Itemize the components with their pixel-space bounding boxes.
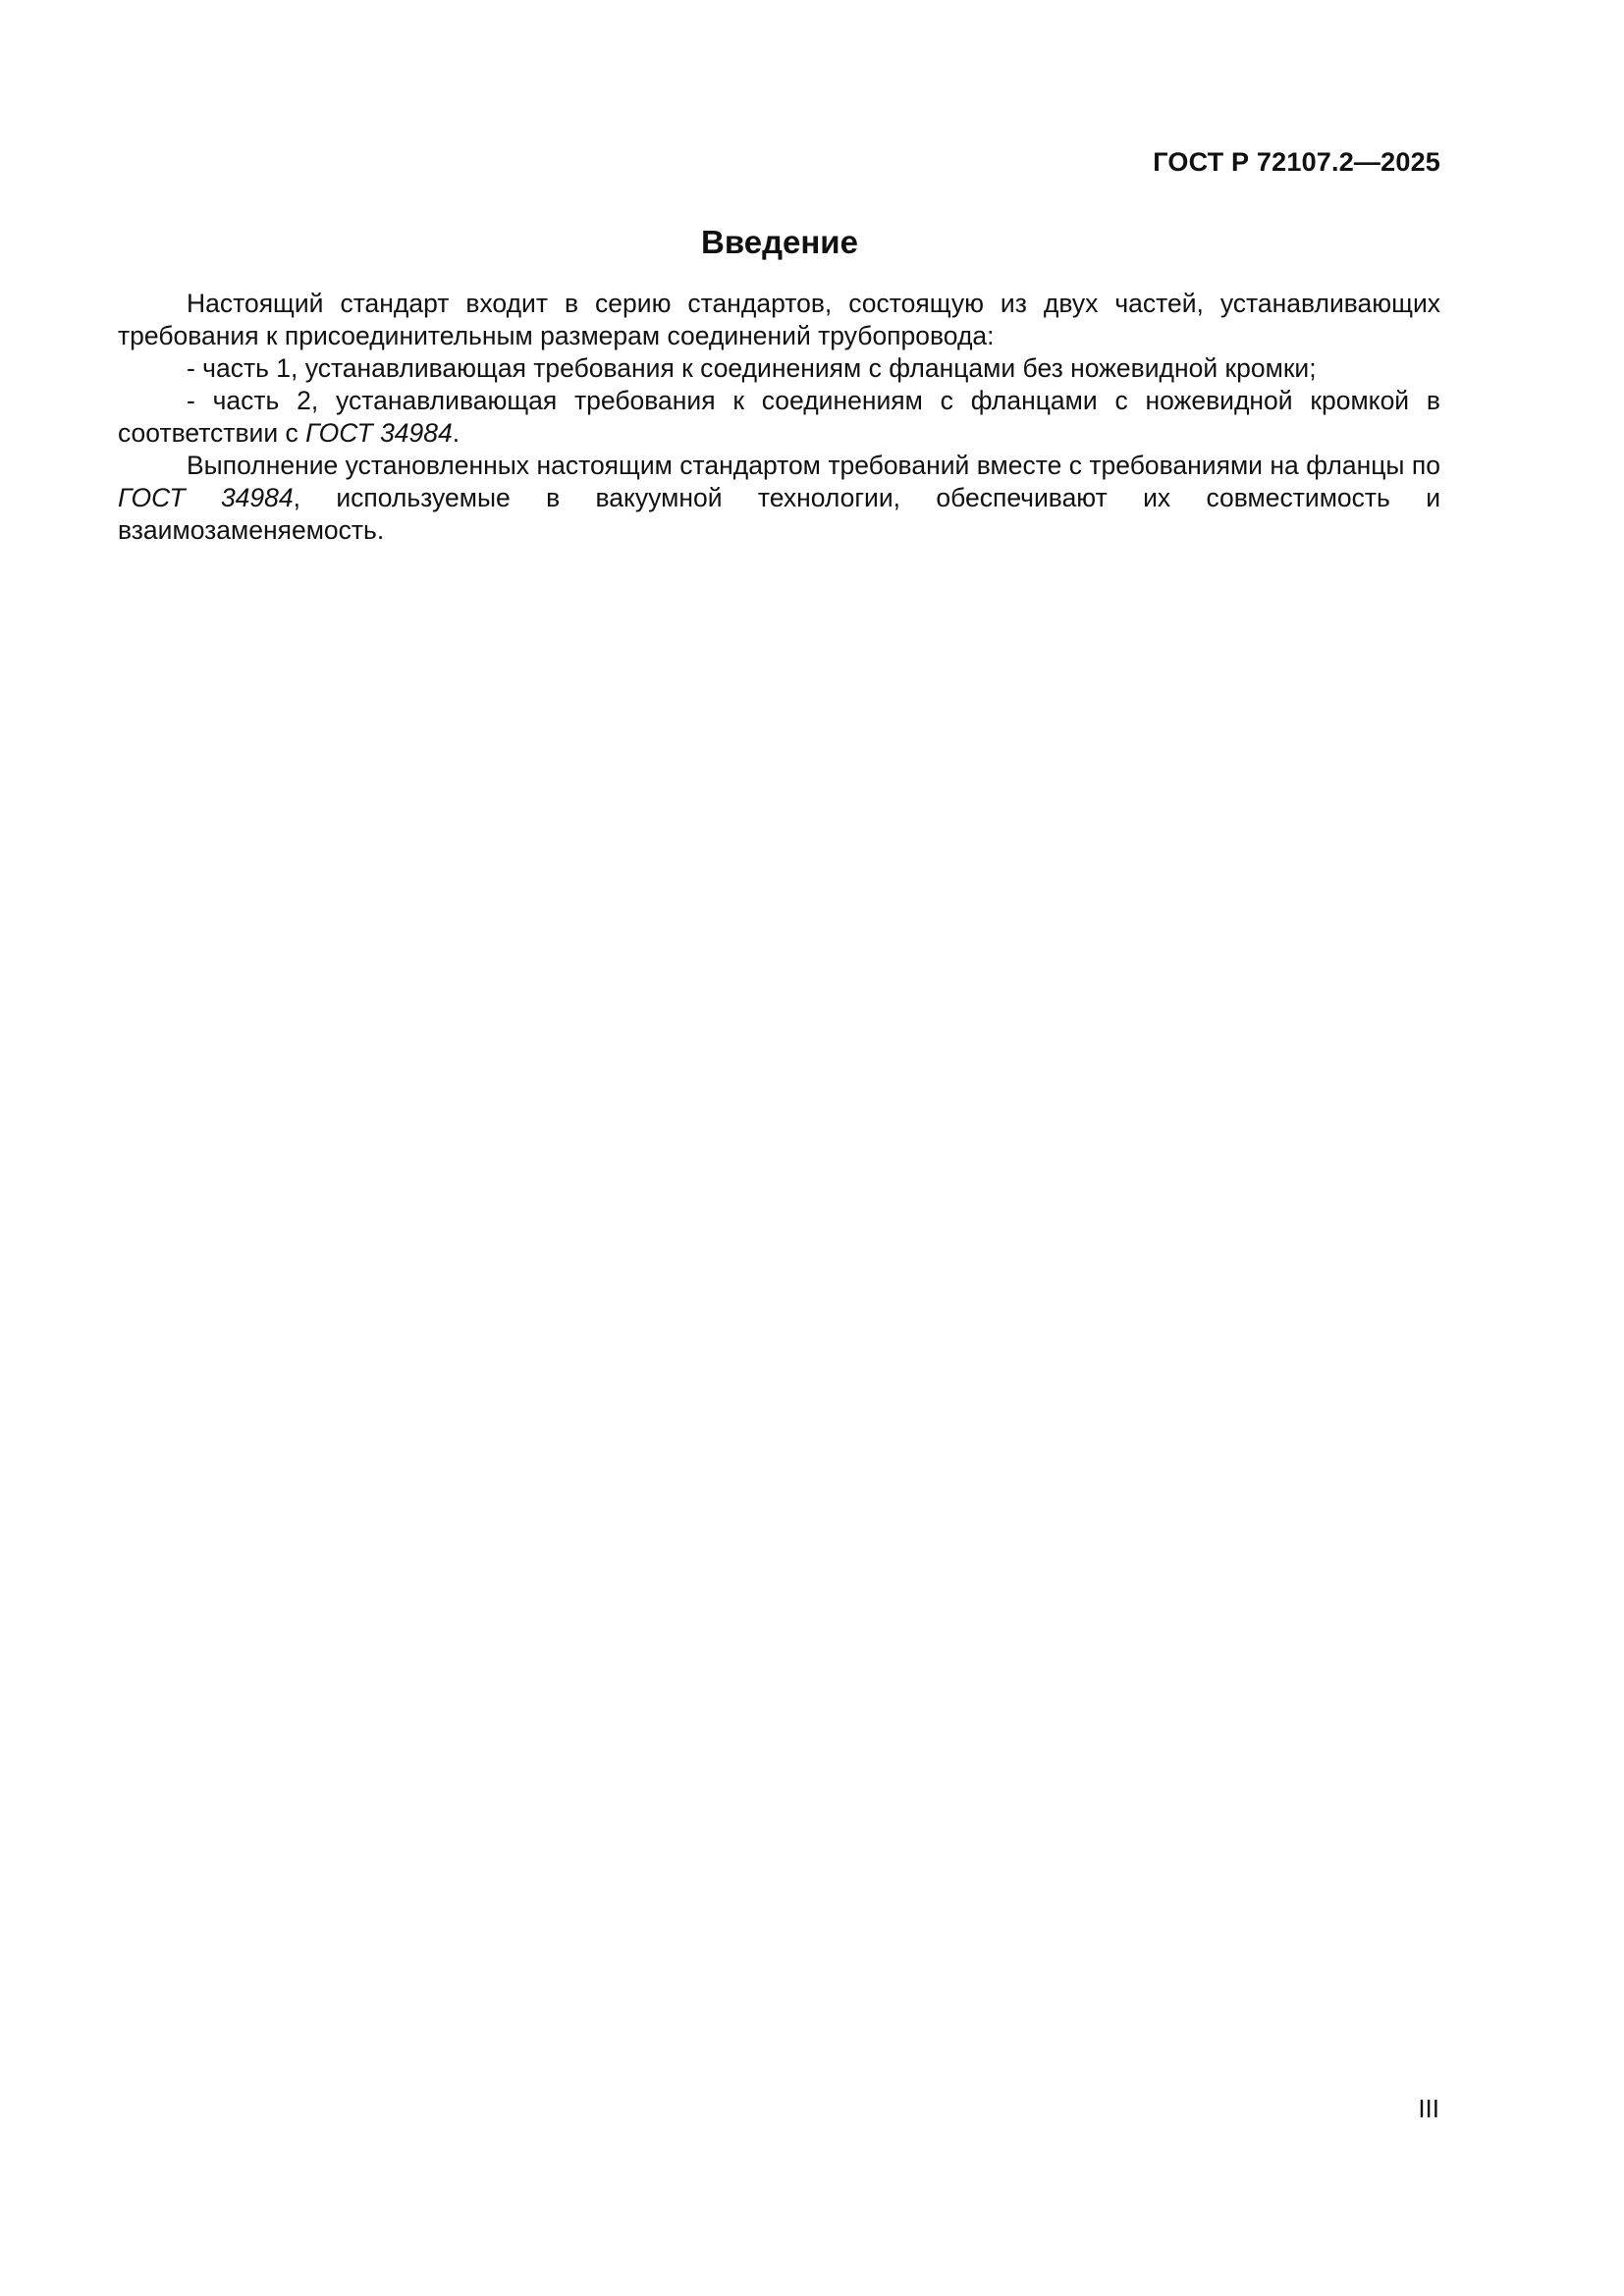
document-code-header: ГОСТ Р 72107.2—2025: [1153, 147, 1440, 177]
standard-reference: ГОСТ 34984: [118, 483, 294, 512]
section-title: Введение: [701, 224, 858, 260]
intro-paragraph-2-text: Выполнение установленных настоящим стандартом требований вместе с требованиями на фланцы по: [187, 451, 1440, 480]
intro-paragraph-1: Настоящий стандарт входит в серию стандартов, состоящую из двух частей, устанавливающих требования к присоединительным размерам соединений трубопровода:: [118, 289, 1440, 350]
intro-paragraph-2: [118, 450, 1440, 547]
page-number: III: [1418, 2094, 1439, 2123]
list-item-part-2: [118, 385, 1440, 450]
list-item-part-1: - часть 1, устанавливающая требования к соединениям с фланцами без ножевидной кромки;: [187, 353, 1317, 383]
standard-reference: ГОСТ 34984: [305, 418, 453, 448]
introduction-body: [118, 288, 1440, 547]
intro-paragraph-2-end: , используемые в вакуумной технологии, обеспечивают их совместимость и взаимозаменяемость.: [118, 483, 1440, 545]
list-item-part-2-end: .: [452, 418, 460, 448]
list-item-part-2-text: - часть 2, устанавливающая требования к соединениям с фланцами с ножевидной кромкой в соответствии с: [118, 386, 1440, 448]
